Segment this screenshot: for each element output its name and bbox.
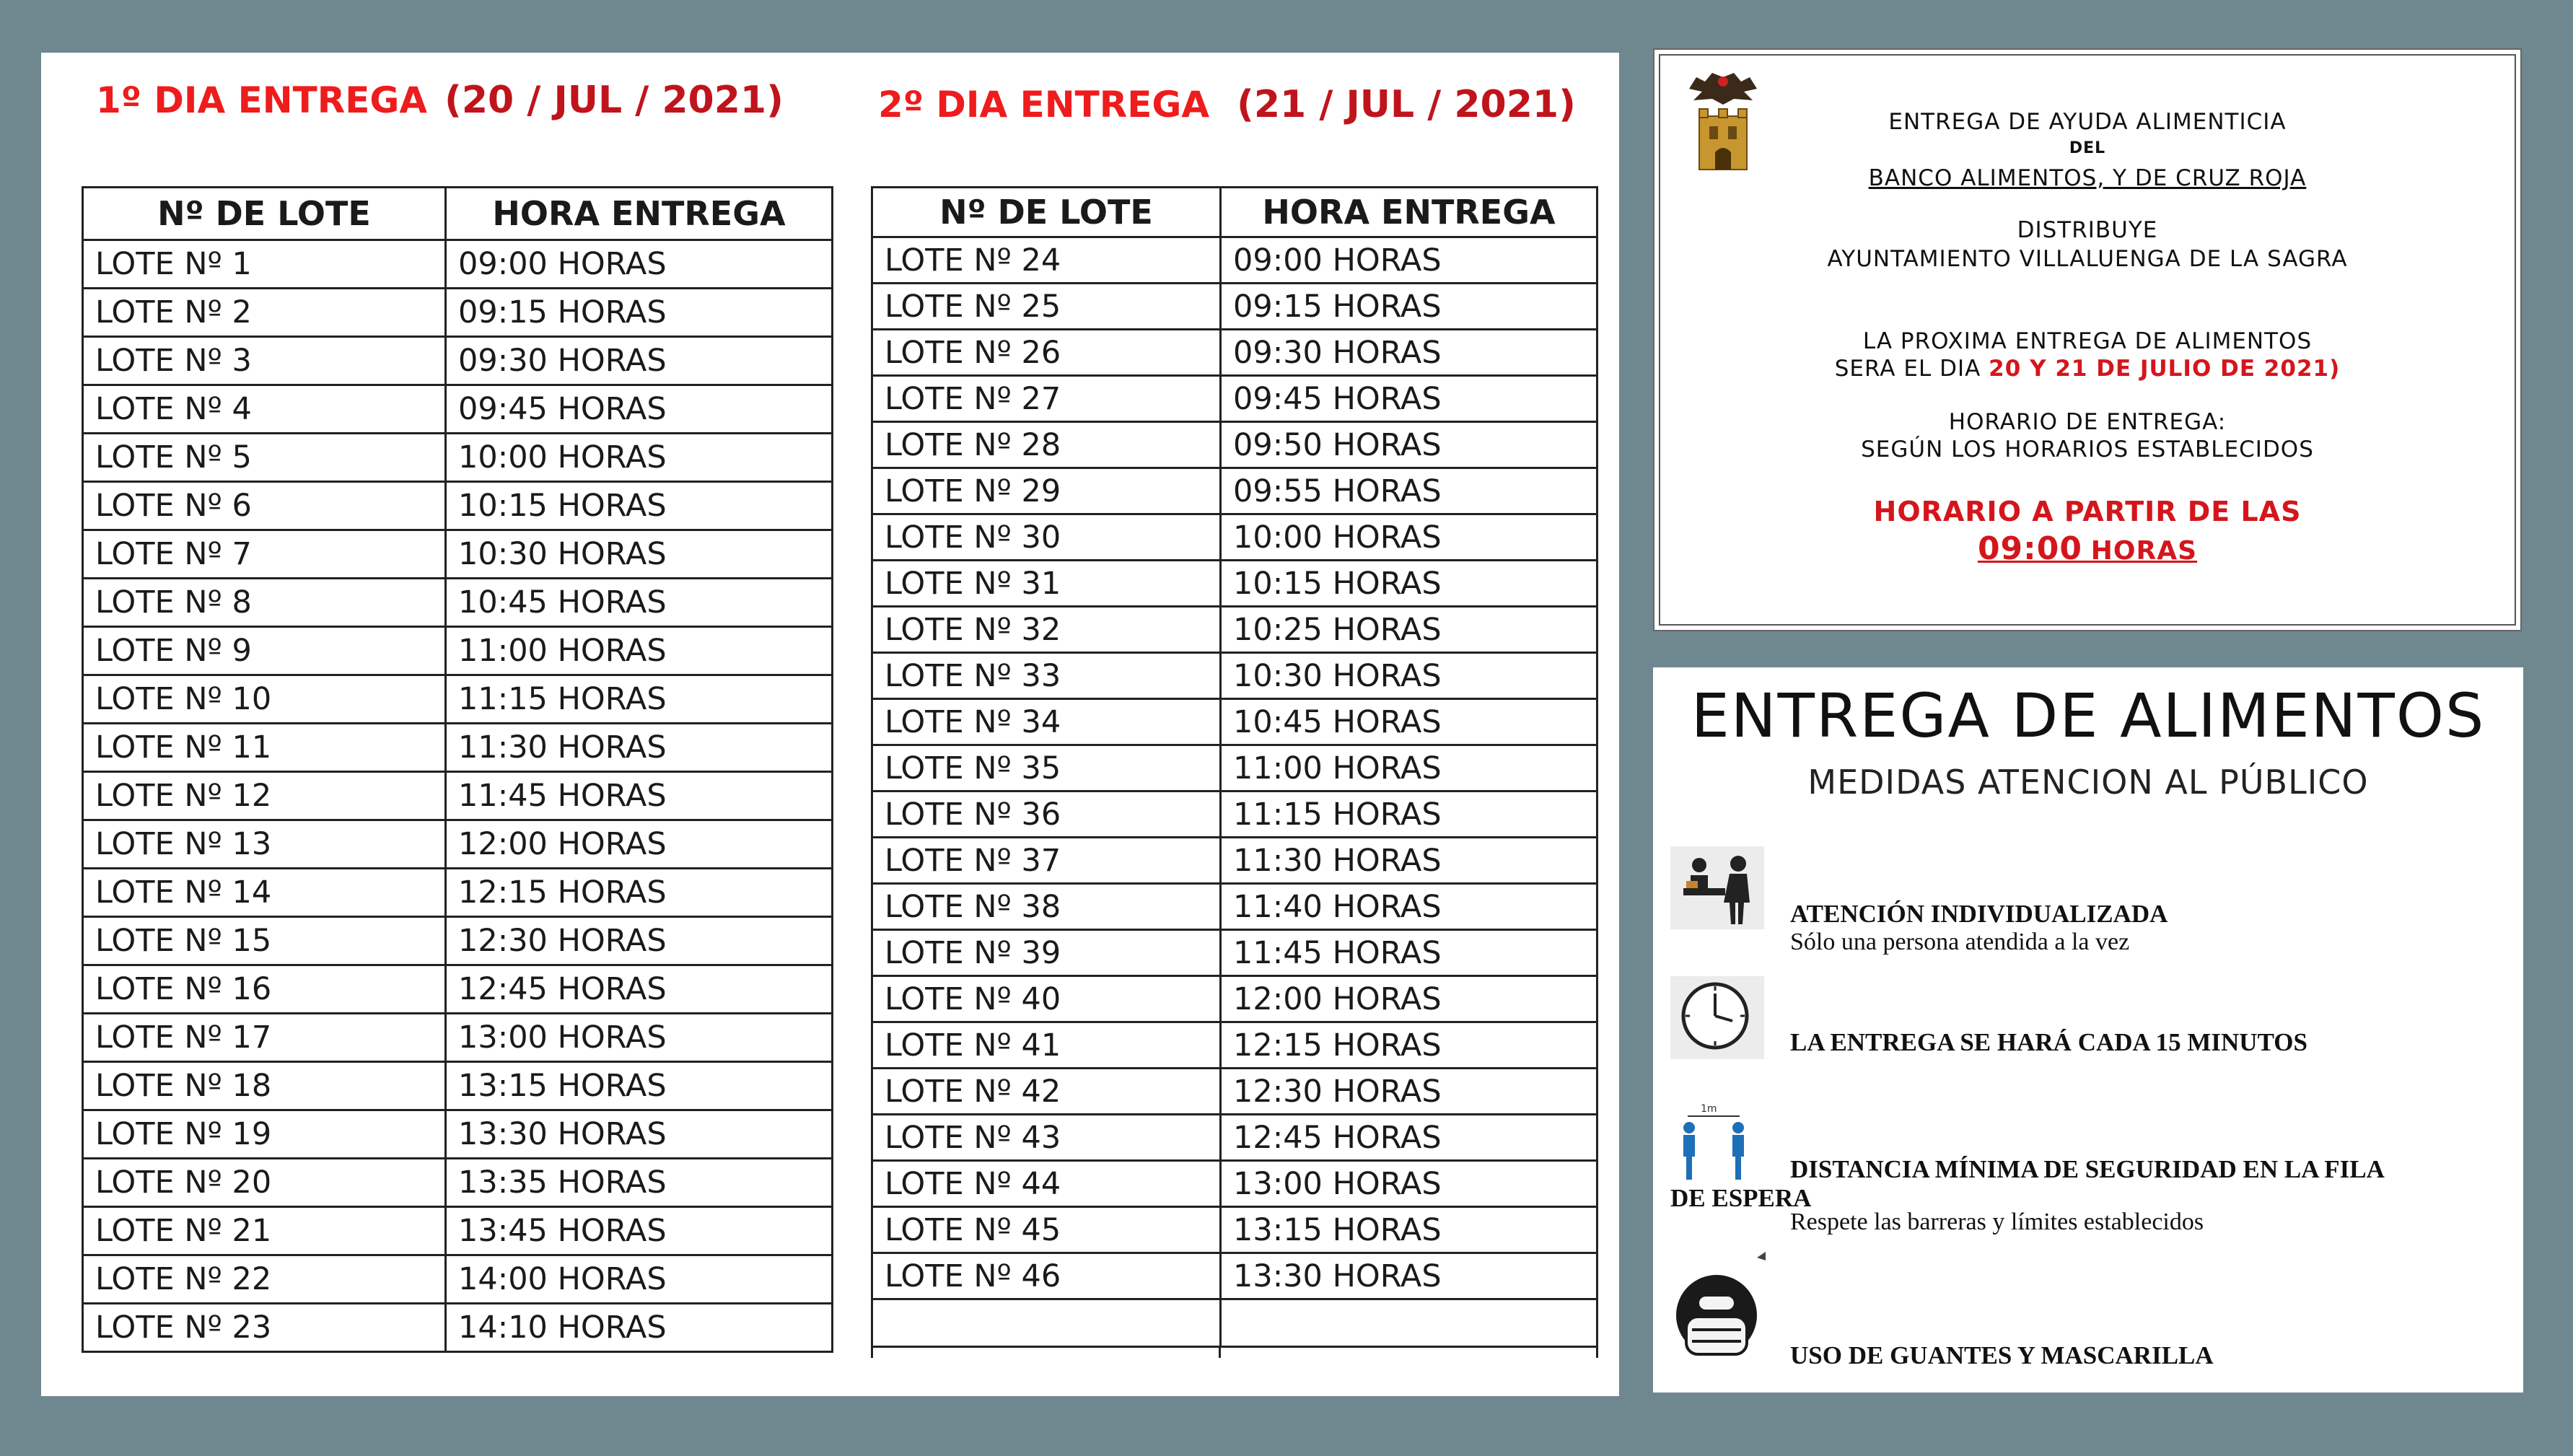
hora-cell: 13:45 HORAS bbox=[446, 1207, 833, 1255]
lote-cell: LOTE Nº 21 bbox=[83, 1207, 446, 1255]
lote-cell: LOTE Nº 11 bbox=[83, 724, 446, 772]
table-row bbox=[872, 376, 1597, 422]
notice-time-unit: HORAS bbox=[2090, 536, 2198, 566]
hora-cell: 10:30 HORAS bbox=[1221, 653, 1597, 699]
table-row bbox=[83, 1255, 833, 1304]
notice-line-6: LA PROXIMA ENTREGA DE ALIMENTOS bbox=[1862, 328, 2313, 354]
table-row bbox=[872, 699, 1597, 745]
lote-cell: LOTE Nº 9 bbox=[83, 627, 446, 675]
lote-cell: LOTE Nº 23 bbox=[83, 1304, 446, 1352]
hora-cell: 12:15 HORAS bbox=[1221, 1022, 1597, 1069]
lote-cell: LOTE Nº 16 bbox=[83, 965, 446, 1014]
lote-cell: LOTE Nº 29 bbox=[872, 468, 1221, 514]
table-row bbox=[83, 1304, 833, 1352]
table-row bbox=[83, 1159, 833, 1207]
notice-time-value: 09:00 bbox=[1977, 530, 2082, 567]
notice-dates: 20 Y 21 DE JULIO DE 2021) bbox=[1989, 356, 2341, 382]
hora-cell: 12:45 HORAS bbox=[1221, 1115, 1597, 1161]
lote-cell: LOTE Nº 27 bbox=[872, 376, 1221, 422]
hora-cell: 09:55 HORAS bbox=[1221, 468, 1597, 514]
table-header-row bbox=[83, 188, 833, 240]
hora-cell: 11:45 HORAS bbox=[446, 772, 833, 820]
lote-column-header: Nº DE LOTE bbox=[872, 188, 1221, 237]
hora-cell: 12:15 HORAS bbox=[446, 869, 833, 917]
hora-cell: 11:30 HORAS bbox=[1221, 838, 1597, 884]
notice-line-7-prefix: SERA EL DIA bbox=[1834, 356, 1989, 382]
lote-cell: LOTE Nº 24 bbox=[872, 237, 1221, 284]
hora-cell: 09:00 HORAS bbox=[446, 240, 833, 289]
hora-cell: 09:30 HORAS bbox=[1221, 330, 1597, 376]
table-row bbox=[872, 1299, 1597, 1347]
table-row bbox=[83, 1110, 833, 1159]
table-row bbox=[83, 869, 833, 917]
table-row bbox=[83, 240, 833, 289]
hora-cell: 09:50 HORAS bbox=[1221, 422, 1597, 468]
lote-cell: LOTE Nº 39 bbox=[872, 930, 1221, 976]
lote-cell: LOTE Nº 13 bbox=[83, 820, 446, 869]
table-row bbox=[872, 284, 1597, 330]
table-row bbox=[83, 627, 833, 675]
measure-1-description: Sólo una persona atendida a la vez bbox=[1790, 929, 2130, 955]
lote-cell: LOTE Nº 8 bbox=[83, 579, 446, 627]
hora-cell: 10:15 HORAS bbox=[446, 482, 833, 530]
lote-cell: LOTE Nº 42 bbox=[872, 1069, 1221, 1115]
hora-cell: 11:00 HORAS bbox=[446, 627, 833, 675]
hora-cell: 11:30 HORAS bbox=[446, 724, 833, 772]
lote-cell bbox=[872, 1299, 1221, 1347]
hora-cell: 13:35 HORAS bbox=[446, 1159, 833, 1207]
table-row bbox=[83, 385, 833, 434]
hora-cell: 13:15 HORAS bbox=[446, 1062, 833, 1110]
measure-3-title: DISTANCIA MÍNIMA DE SEGURIDAD EN LA FILA bbox=[1790, 1155, 2385, 1183]
measure-1-title: ATENCIÓN INDIVIDUALIZADA bbox=[1790, 900, 2168, 928]
table-row bbox=[872, 1022, 1597, 1069]
notice-line-10: HORARIO A PARTIR DE LAS bbox=[1873, 496, 2302, 527]
hora-cell: 10:45 HORAS bbox=[446, 579, 833, 627]
table-row bbox=[83, 724, 833, 772]
table-row bbox=[83, 820, 833, 869]
lote-cell: LOTE Nº 25 bbox=[872, 284, 1221, 330]
lote-cell: LOTE Nº 7 bbox=[83, 530, 446, 579]
hora-cell: 09:15 HORAS bbox=[1221, 284, 1597, 330]
lote-cell: LOTE Nº 46 bbox=[872, 1253, 1221, 1299]
hora-cell: 12:45 HORAS bbox=[446, 965, 833, 1014]
lote-cell: LOTE Nº 38 bbox=[872, 884, 1221, 930]
lote-cell: LOTE Nº 22 bbox=[83, 1255, 446, 1304]
social-distance-icon bbox=[1670, 1100, 1764, 1183]
delivery-notice bbox=[1653, 48, 2522, 631]
hora-column-header: HORA ENTREGA bbox=[1221, 188, 1597, 237]
day2-label: 2º DIA ENTREGA bbox=[878, 84, 1210, 126]
measures-title: ENTREGA DE ALIMENTOS bbox=[1691, 680, 2486, 751]
hora-cell: 12:00 HORAS bbox=[446, 820, 833, 869]
lote-cell: LOTE Nº 14 bbox=[83, 869, 446, 917]
notice-line-8: HORARIO DE ENTREGA: bbox=[1948, 409, 2227, 435]
table-row bbox=[872, 976, 1597, 1022]
lote-cell: LOTE Nº 10 bbox=[83, 675, 446, 724]
hora-cell: 14:10 HORAS bbox=[446, 1304, 833, 1352]
hora-cell: 10:25 HORAS bbox=[1221, 607, 1597, 653]
table-row bbox=[872, 1207, 1597, 1253]
hora-cell: 11:15 HORAS bbox=[1221, 791, 1597, 838]
hora-cell: 12:30 HORAS bbox=[1221, 1069, 1597, 1115]
hora-cell: 11:40 HORAS bbox=[1221, 884, 1597, 930]
notice-line-5: AYUNTAMIENTO VILLALUENGA DE LA SAGRA bbox=[1827, 246, 2348, 272]
table-row bbox=[83, 772, 833, 820]
hora-cell: 11:00 HORAS bbox=[1221, 745, 1597, 791]
table-row bbox=[83, 482, 833, 530]
lote-cell: LOTE Nº 6 bbox=[83, 482, 446, 530]
lote-cell: LOTE Nº 41 bbox=[872, 1022, 1221, 1069]
lote-cell: LOTE Nº 17 bbox=[83, 1014, 446, 1062]
measure-4-title: USO DE GUANTES Y MASCARILLA bbox=[1790, 1341, 2214, 1369]
lote-cell: LOTE Nº 44 bbox=[872, 1161, 1221, 1207]
lote-cell: LOTE Nº 43 bbox=[872, 1115, 1221, 1161]
hora-cell: 14:00 HORAS bbox=[446, 1255, 833, 1304]
table-row bbox=[872, 653, 1597, 699]
lote-cell: LOTE Nº 35 bbox=[872, 745, 1221, 791]
hora-column-header: HORA ENTREGA bbox=[446, 188, 833, 240]
hora-cell: 10:45 HORAS bbox=[1221, 699, 1597, 745]
schedule-panel bbox=[41, 53, 1619, 1396]
hora-cell: 09:30 HORAS bbox=[446, 337, 833, 385]
hora-cell: 12:30 HORAS bbox=[446, 917, 833, 965]
lote-column-header: Nº DE LOTE bbox=[83, 188, 446, 240]
table-row bbox=[83, 530, 833, 579]
lote-cell: LOTE Nº 4 bbox=[83, 385, 446, 434]
hora-cell: 10:00 HORAS bbox=[446, 434, 833, 482]
table-row bbox=[872, 884, 1597, 930]
table-row bbox=[83, 917, 833, 965]
table-row bbox=[83, 337, 833, 385]
table-row bbox=[83, 579, 833, 627]
notice-start-time bbox=[1654, 530, 2520, 567]
table-row bbox=[872, 838, 1597, 884]
table-edge-line bbox=[871, 1348, 873, 1358]
lote-cell: LOTE Nº 12 bbox=[83, 772, 446, 820]
lote-cell: LOTE Nº 45 bbox=[872, 1207, 1221, 1253]
notice-line-3: BANCO ALIMENTOS, Y DE CRUZ ROJA bbox=[1868, 165, 2307, 191]
hora-cell: 11:15 HORAS bbox=[446, 675, 833, 724]
lote-cell: LOTE Nº 1 bbox=[83, 240, 446, 289]
hora-cell: 09:45 HORAS bbox=[446, 385, 833, 434]
hora-cell: 13:00 HORAS bbox=[446, 1014, 833, 1062]
lote-cell: LOTE Nº 33 bbox=[872, 653, 1221, 699]
hora-cell: 10:00 HORAS bbox=[1221, 514, 1597, 561]
mask-gloves-icon bbox=[1670, 1250, 1786, 1373]
lote-cell: LOTE Nº 40 bbox=[872, 976, 1221, 1022]
table-edge-line bbox=[1219, 1348, 1221, 1358]
notice-line-7 bbox=[1654, 356, 2520, 382]
individual-attention-icon bbox=[1670, 846, 1764, 929]
lote-cell: LOTE Nº 3 bbox=[83, 337, 446, 385]
table-row bbox=[872, 330, 1597, 376]
hora-cell: 13:30 HORAS bbox=[1221, 1253, 1597, 1299]
measure-2-title: LA ENTREGA SE HARÁ CADA 15 MINUTOS bbox=[1790, 1028, 2307, 1056]
lote-cell: LOTE Nº 20 bbox=[83, 1159, 446, 1207]
day1-title bbox=[96, 79, 784, 122]
lote-cell: LOTE Nº 18 bbox=[83, 1062, 446, 1110]
table-row bbox=[872, 422, 1597, 468]
table-header-row bbox=[872, 188, 1597, 237]
table-row bbox=[872, 1253, 1597, 1299]
lote-cell: LOTE Nº 32 bbox=[872, 607, 1221, 653]
hora-cell: 10:15 HORAS bbox=[1221, 561, 1597, 607]
hora-cell: 09:45 HORAS bbox=[1221, 376, 1597, 422]
table-row bbox=[83, 965, 833, 1014]
notice-line-2: DEL bbox=[2069, 139, 2106, 157]
clock-icon bbox=[1670, 976, 1764, 1059]
table-row bbox=[83, 434, 833, 482]
table-row bbox=[872, 930, 1597, 976]
measure-3-description: Respete las barreras y límites establecidos bbox=[1790, 1209, 2204, 1235]
table-row bbox=[83, 1207, 833, 1255]
table-row bbox=[872, 791, 1597, 838]
notice-line-4: DISTRIBUYE bbox=[2017, 217, 2158, 243]
lote-cell: LOTE Nº 28 bbox=[872, 422, 1221, 468]
lote-cell: LOTE Nº 15 bbox=[83, 917, 446, 965]
day2-schedule-table bbox=[871, 186, 1598, 1348]
day1-label: 1º DIA ENTREGA bbox=[96, 79, 428, 121]
lote-cell: LOTE Nº 30 bbox=[872, 514, 1221, 561]
hora-cell: 09:00 HORAS bbox=[1221, 237, 1597, 284]
lote-cell: LOTE Nº 37 bbox=[872, 838, 1221, 884]
table-row bbox=[872, 514, 1597, 561]
day1-date: (20 / JUL / 2021) bbox=[444, 79, 784, 122]
table-row bbox=[872, 561, 1597, 607]
hora-cell: 10:30 HORAS bbox=[446, 530, 833, 579]
hora-cell: 13:00 HORAS bbox=[1221, 1161, 1597, 1207]
hora-cell: 09:15 HORAS bbox=[446, 289, 833, 337]
table-row bbox=[872, 1161, 1597, 1207]
lote-cell: LOTE Nº 36 bbox=[872, 791, 1221, 838]
table-row bbox=[872, 237, 1597, 284]
lote-cell: LOTE Nº 26 bbox=[872, 330, 1221, 376]
day2-title bbox=[878, 83, 1576, 126]
table-edge-line bbox=[1596, 1348, 1598, 1358]
hora-cell: 13:30 HORAS bbox=[446, 1110, 833, 1159]
lote-cell: LOTE Nº 5 bbox=[83, 434, 446, 482]
hora-cell: 11:45 HORAS bbox=[1221, 930, 1597, 976]
day1-schedule-table bbox=[82, 186, 833, 1353]
table-row bbox=[83, 1014, 833, 1062]
table-row bbox=[83, 1062, 833, 1110]
notice-line-1: ENTREGA DE AYUDA ALIMENTICIA bbox=[1888, 109, 2287, 135]
measure-3-title-cont: DE ESPERA bbox=[1670, 1184, 1812, 1212]
notice-line-9: SEGÚN LOS HORARIOS ESTABLECIDOS bbox=[1861, 437, 2314, 462]
day2-date: (21 / JUL / 2021) bbox=[1237, 83, 1576, 126]
table-row bbox=[872, 745, 1597, 791]
hora-cell bbox=[1221, 1299, 1597, 1347]
table-row bbox=[872, 1069, 1597, 1115]
hora-cell: 12:00 HORAS bbox=[1221, 976, 1597, 1022]
lote-cell: LOTE Nº 31 bbox=[872, 561, 1221, 607]
table-row bbox=[872, 1115, 1597, 1161]
lote-cell: LOTE Nº 19 bbox=[83, 1110, 446, 1159]
hora-cell: 13:15 HORAS bbox=[1221, 1207, 1597, 1253]
table-row bbox=[83, 289, 833, 337]
lote-cell: LOTE Nº 34 bbox=[872, 699, 1221, 745]
table-row bbox=[872, 468, 1597, 514]
table-row bbox=[83, 675, 833, 724]
lote-cell: LOTE Nº 2 bbox=[83, 289, 446, 337]
table-row bbox=[872, 607, 1597, 653]
public-measures-panel bbox=[1653, 667, 2523, 1393]
measures-subtitle: MEDIDAS ATENCION AL PÚBLICO bbox=[1807, 763, 2369, 802]
distance-label: 1m bbox=[1701, 1103, 1717, 1115]
